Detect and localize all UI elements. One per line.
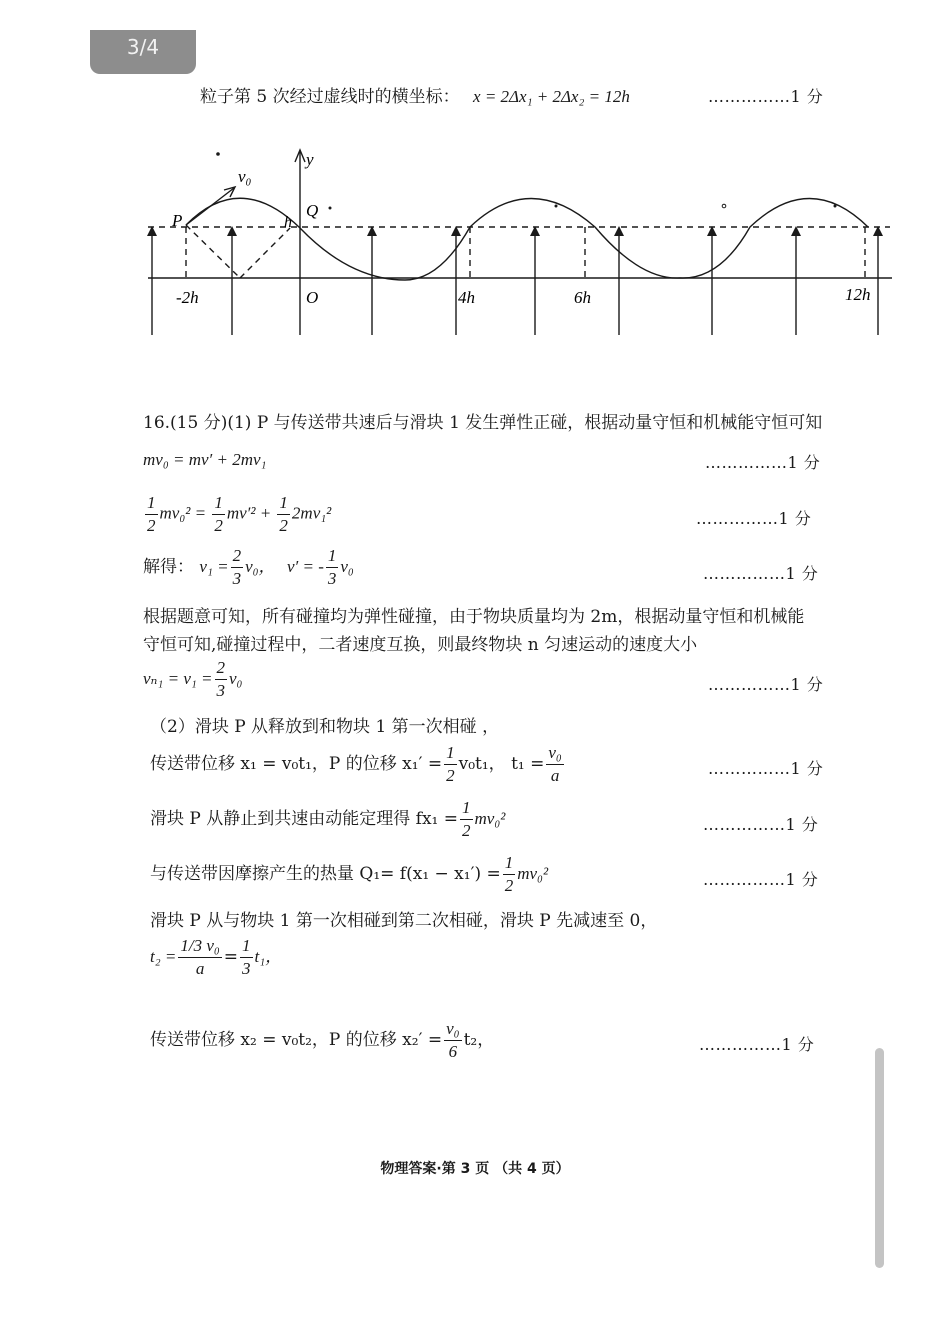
score: ……………1 分 [708, 759, 824, 778]
top-formula: x = 2Δx₁ + 2Δx₂ = 12h [473, 87, 630, 106]
point-p-label: P [172, 211, 183, 230]
y-axis-label: y [306, 150, 314, 169]
score: ……………1 分 [705, 453, 821, 472]
trajectory-figure [0, 140, 950, 400]
page-footer: 物理答案·第 3 页 （共 4 页） [380, 1161, 570, 1177]
part-2-heading: （2）滑块 P 从释放到和物块 1 第一次相碰 ， [150, 717, 500, 737]
x-tick-label: 6h [574, 288, 591, 307]
q16-intro: 16.(15 分)(1) P 与传送带共速后与滑块 1 发生弹性正碰，根据动量守恒和机械能守恒可知 [143, 413, 823, 433]
belt-displacement-1: 传送带位移 x₁ = v₀t₁，P 的位移 x₁′ = $\frac{1}{2}$ v₀t₁， t₁ = $\frac{\text{v₀}}{a}$ [150, 743, 562, 785]
scrollbar[interactable] [875, 1048, 884, 1268]
score: ……………1 分 [703, 870, 819, 889]
t2-equation: t₂ = $\frac{\text{1/3 v₀}}{a}$ = $\frac{1}{3}$ t₁， [150, 936, 283, 978]
point-q-label: Q [306, 201, 319, 220]
x-tick-label: 4h [458, 288, 475, 307]
page-indicator: 3/4 [90, 30, 196, 74]
heat-line: 与传送带因摩擦产生的热量 Q₁= f(x₁ − x₁′) = $\frac{1}{2}$ mv₀² [150, 853, 549, 895]
h-label: h [284, 214, 292, 231]
x-tick-label: 12h [845, 285, 871, 304]
para-2: 守恒可知,碰撞过程中，二者速度互换，则最终物块 n 匀速运动的速度大小 [143, 635, 698, 655]
x-tick-label: O [306, 288, 319, 307]
score: ……………1 分 [708, 87, 824, 106]
x-tick-label: -2h [176, 288, 199, 307]
belt-displacement-2: 传送带位移 x₂ = v₀t₂，P 的位移 x₂′ = $\frac{\text{v₀}}{6}$ t₂， [150, 1019, 495, 1061]
para-1: 根据题意可知，所有碰撞均为弹性碰撞，由于物块质量均为 2m，根据动量守恒和机械能 [143, 607, 805, 627]
top-label: 粒子第 5 次经过虚线时的横坐标： [200, 87, 460, 107]
score: ……………1 分 [708, 675, 824, 694]
score: ……………1 分 [703, 815, 819, 834]
para-3: 滑块 P 从与物块 1 第一次相碰到第二次相碰，滑块 P 先减速至 0， [150, 911, 658, 931]
kinetic-energy-line: 滑块 P 从静止到共速由动能定理得 fx₁ = $\frac{1}{2}$ mv₀² [150, 798, 506, 840]
score: ……………1 分 [699, 1035, 815, 1054]
score: ……………1 分 [703, 564, 819, 583]
eq-energy: $\frac{1}{2}$ mv₀² = $\frac{1}{2}$ mv′² + $\frac{1}{2}$ 2mv₁² [147, 493, 332, 535]
score: ……………1 分 [696, 509, 812, 528]
top-text [200, 82, 630, 107]
solve-line: 解得： v₁ = $\frac{2}{3}$ v₀， v′ = - $\frac{1}{3}$ v₀ [143, 546, 354, 588]
eq-momentum: mv₀ = mv′ + 2mv₁ [143, 450, 267, 469]
v0-label: v₀ [238, 167, 252, 186]
eq-vn: vₙ₁ = v₁ = $\frac{2}{3}$ v₀ [143, 658, 243, 700]
